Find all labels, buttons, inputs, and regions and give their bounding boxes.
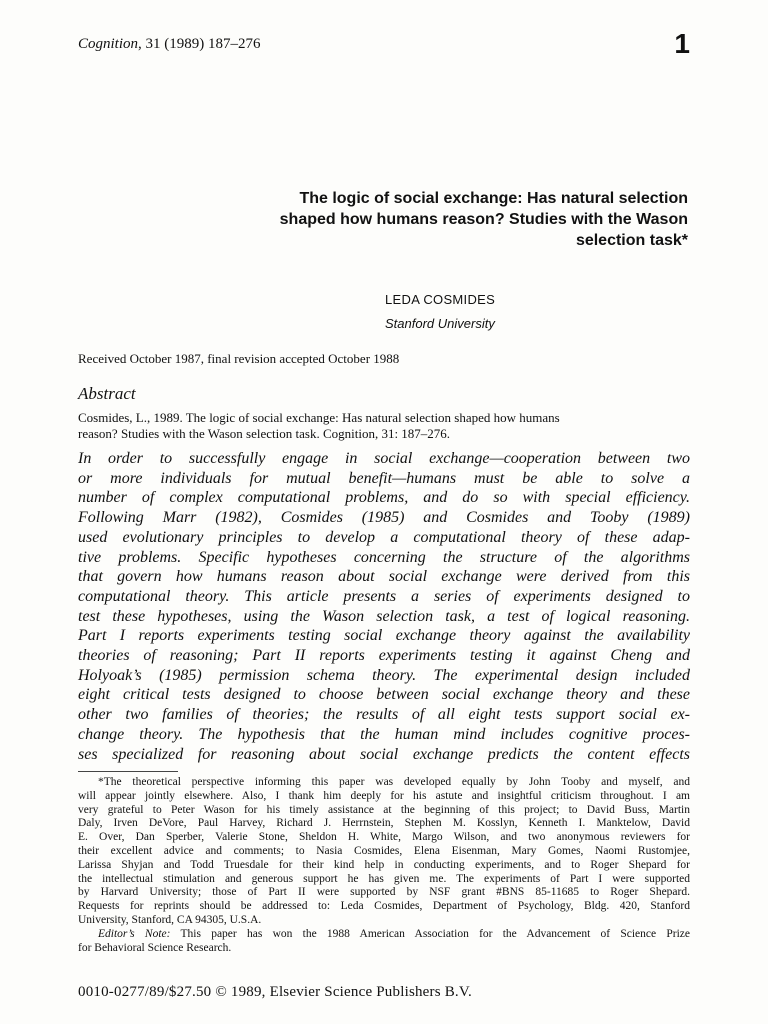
- abstract-body: [78, 449, 690, 764]
- footnote-line: Requests for reprints should be addressed to: Leda Cosmides, Department of Psychology, Bldg. 420, Stanford: [78, 900, 690, 913]
- abstract-line: test these hypotheses, using the Wason selection task, a test of logical reasoning.: [78, 607, 690, 625]
- footnote-line: very grateful to Peter Wason for his timely assistance at the beginning of this project; to David Buss, Martin: [78, 803, 690, 816]
- footnote-line: Daly, Irven DeVore, Paul Harvey, Richard J. Herrnstein, Stephen M. Kosslyn, Kenneth I. Manktelow, David: [78, 817, 690, 830]
- abstract-line: or more individuals for mutual benefit—humans must be able to solve a: [78, 469, 690, 487]
- journal-details: , 31 (1989) 187–276: [138, 36, 261, 52]
- abstract-line: computational theory. This article presents a series of experiments designed to: [78, 587, 690, 605]
- editor-note-text: This paper has won the 1988 American Association for the Advancement of Science Prize: [170, 927, 690, 940]
- title-line: selection task*: [575, 232, 688, 249]
- copyright-line: 0010-0277/89/$27.50 © 1989, Elsevier Science Publishers B.V.: [78, 984, 472, 1000]
- abstract-line: Part I reports experiments testing social exchange theory against the availability: [78, 627, 690, 645]
- footnote-line: *The theoretical perspective informing this paper was developed equally by John Tooby and myself, and: [98, 776, 690, 788]
- editor-note-line: [78, 928, 690, 942]
- abstract-line: ses specialized for reasoning about social exchange predicts the content effects: [78, 745, 690, 763]
- abstract-line: other two families of theories; the results of all eight tests support social ex-: [78, 706, 690, 724]
- citation-line: reason? Studies with the Wason selection task. Cognition, 31: 187–276.: [78, 426, 451, 441]
- page-number: 1: [674, 28, 690, 59]
- footnote-line: the intellectual stimulation and generous support he has given me. The experiments of Part I were supported: [78, 872, 690, 885]
- author-name: LEDA COSMIDES: [385, 292, 496, 307]
- title-line: shaped how humans reason? Studies with the Wason: [279, 211, 688, 228]
- journal-citation: [78, 36, 261, 53]
- abstract-line: number of complex computational problems, and do so with special efficiency.: [78, 489, 690, 507]
- abstract-line: eight critical tests designed to choose between social exchange theory and these: [78, 686, 690, 704]
- abstract-line: change theory. The hypothesis that the human mind includes cognitive proces-: [78, 725, 690, 743]
- editor-note-line: for Behavioral Science Research.: [78, 941, 232, 954]
- abstract-line: that govern how humans reason about social exchange were derived from this: [78, 568, 690, 586]
- abstract-line: tive problems. Specific hypotheses concerning the structure of the algorithms: [78, 548, 690, 566]
- abstract-line: Holyoak’s (1985) permission schema theory. The experimental design included: [78, 666, 690, 684]
- footnote-line: Larissa Shyjan and Todd Truesdale for their kind help in conducting experiments, and to Roger Shepard for: [78, 858, 690, 871]
- author-affiliation: Stanford University: [385, 316, 495, 331]
- title-line: The logic of social exchange: Has natural selection: [299, 190, 688, 207]
- abstract-line: theories of reasoning; Part II reports experiments testing it against Cheng and: [78, 647, 690, 665]
- abstract-citation: [78, 410, 690, 442]
- footnote-line: will appear jointly elsewhere. Also, I thank him deeply for his astute and insightful criticism throughout. I am: [78, 789, 690, 802]
- abstract-line: used evolutionary principles to develop a computational theory of these adap-: [78, 528, 690, 546]
- abstract-heading: Abstract: [78, 384, 136, 403]
- editor-note-label: Editor’s Note:: [98, 927, 171, 940]
- footnote-line: their excellent advice and comments; to Nasia Cosmides, Elena Eisenman, Mary Gomes, Naomi Rustomjee,: [78, 844, 690, 857]
- footnote-line: E. Over, Dan Sperber, Valerie Stone, Sheldon H. White, Margo Wilson, and two anonymous reviewers for: [78, 831, 690, 844]
- footnote-line: by Harvard University; those of Part II were supported by NSF grant #BNS 85-11685 to Roger Shepard.: [78, 886, 690, 899]
- article-title: [200, 188, 688, 251]
- acknowledgements-footnote: [78, 776, 690, 955]
- received-dates: Received October 1987, final revision accepted October 1988: [78, 351, 400, 366]
- citation-line: Cosmides, L., 1989. The logic of social exchange: Has natural selection shaped how humans: [78, 410, 560, 425]
- footnote-line: University, Stanford, CA 94305, U.S.A.: [78, 913, 262, 926]
- abstract-line: Following Marr (1982), Cosmides (1985) and Cosmides and Tooby (1989): [78, 509, 690, 527]
- footnote-divider: [78, 771, 178, 772]
- journal-name: Cognition: [78, 36, 139, 52]
- abstract-line: In order to successfully engage in social exchange—cooperation between two: [78, 450, 690, 467]
